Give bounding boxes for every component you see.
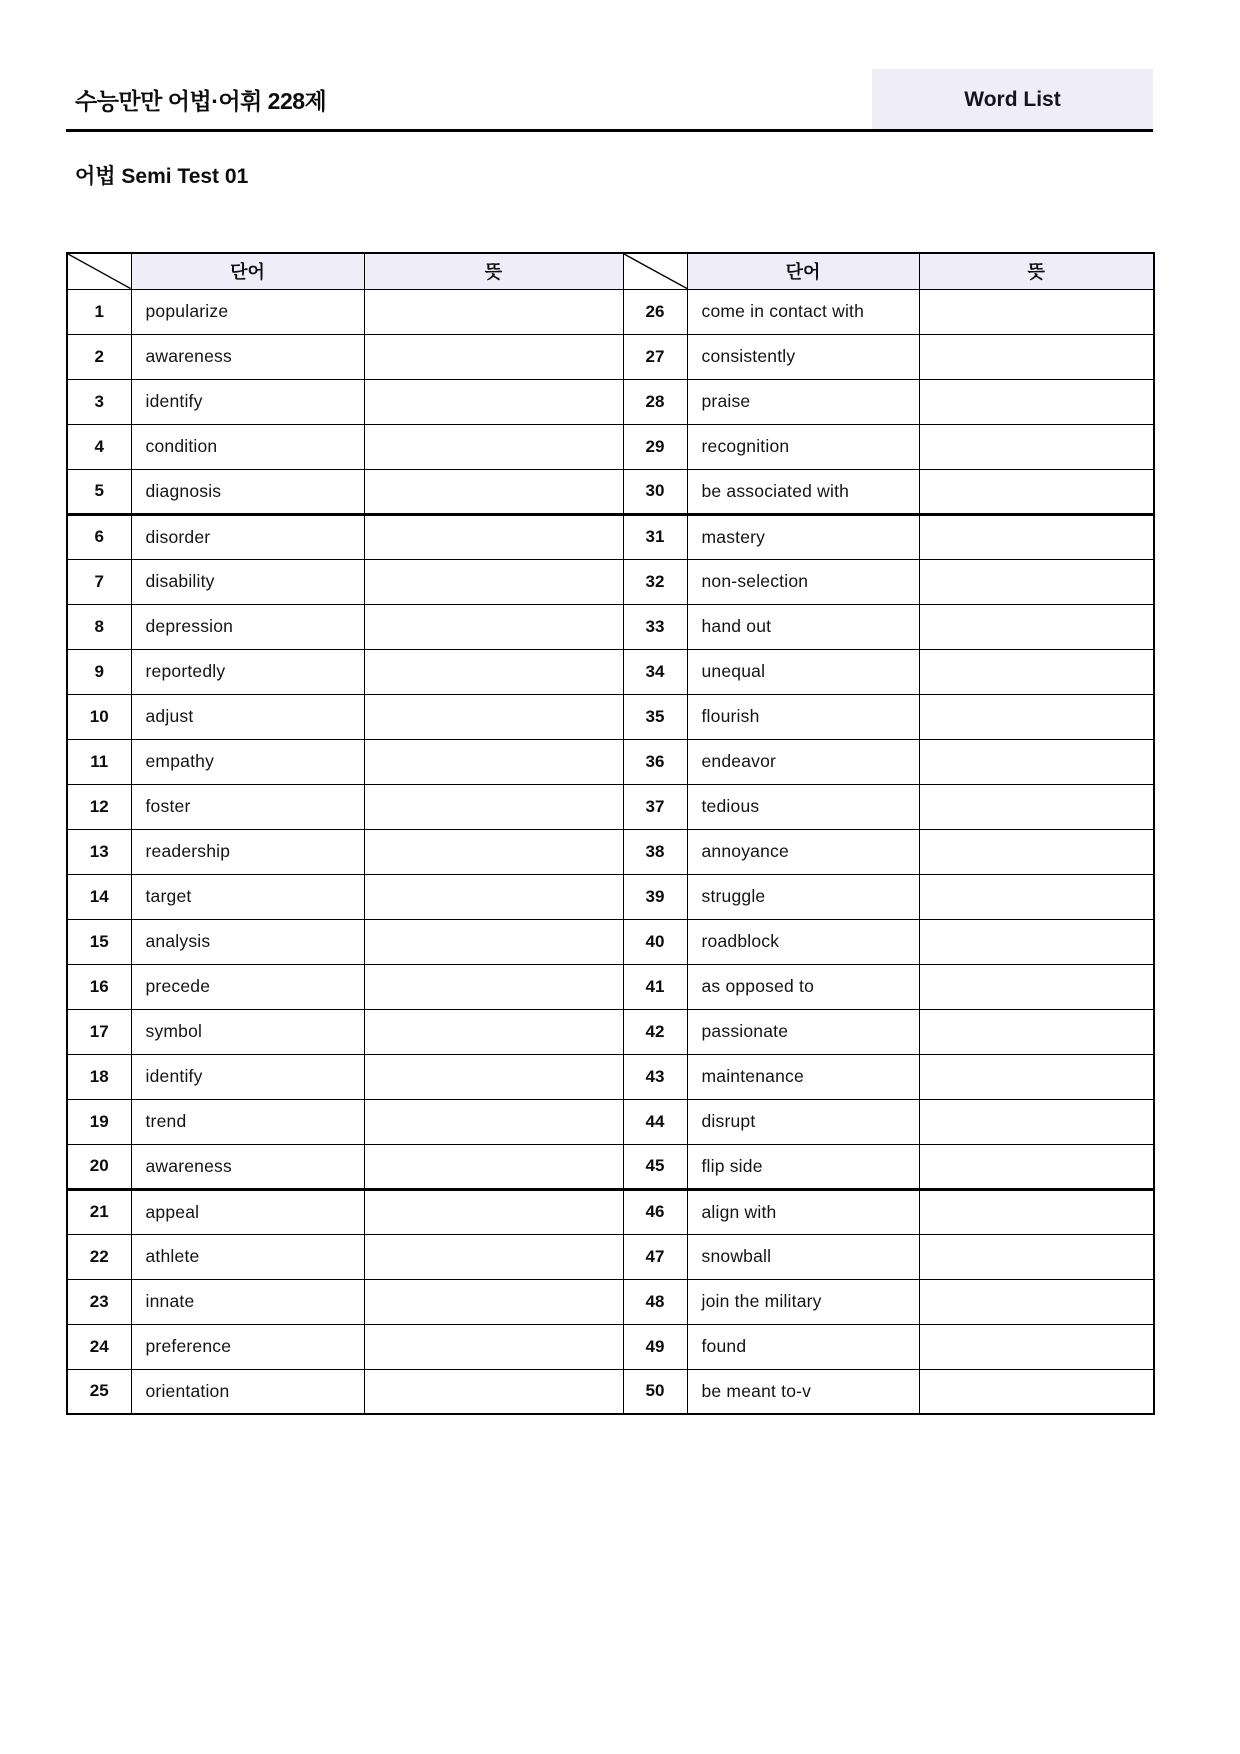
left-no-cell: 14 bbox=[67, 874, 131, 919]
right-meaning-cell bbox=[919, 829, 1154, 874]
left-meaning-cell bbox=[364, 649, 623, 694]
right-no-cell: 32 bbox=[623, 559, 687, 604]
right-word-cell: join the military bbox=[687, 1279, 919, 1324]
left-meaning-cell bbox=[364, 289, 623, 334]
right-word-cell: snowball bbox=[687, 1234, 919, 1279]
left-meaning-cell bbox=[364, 1099, 623, 1144]
right-no-cell: 44 bbox=[623, 1099, 687, 1144]
table-row bbox=[67, 1054, 1154, 1099]
right-no-cell: 48 bbox=[623, 1279, 687, 1324]
table-row bbox=[67, 1324, 1154, 1369]
table-row bbox=[67, 1234, 1154, 1279]
right-word-cell: recognition bbox=[687, 424, 919, 469]
right-meaning-cell bbox=[919, 514, 1154, 559]
diagonal-line-icon bbox=[68, 254, 131, 289]
table-row bbox=[67, 604, 1154, 649]
left-no-cell: 24 bbox=[67, 1324, 131, 1369]
left-word-cell: empathy bbox=[131, 739, 364, 784]
word-table-body bbox=[67, 289, 1154, 1414]
right-meaning-cell bbox=[919, 1234, 1154, 1279]
table-row bbox=[67, 469, 1154, 514]
right-meaning-cell bbox=[919, 604, 1154, 649]
right-no-cell: 29 bbox=[623, 424, 687, 469]
right-meaning-cell bbox=[919, 1144, 1154, 1189]
right-word-cell: hand out bbox=[687, 604, 919, 649]
right-meaning-cell bbox=[919, 424, 1154, 469]
left-word-column-header: 단어 bbox=[131, 253, 364, 289]
left-meaning-cell bbox=[364, 694, 623, 739]
diagonal-header-cell bbox=[67, 253, 131, 289]
left-word-cell: foster bbox=[131, 784, 364, 829]
left-no-cell: 19 bbox=[67, 1099, 131, 1144]
right-no-cell: 45 bbox=[623, 1144, 687, 1189]
left-word-cell: identify bbox=[131, 1054, 364, 1099]
right-meaning-cell bbox=[919, 1324, 1154, 1369]
left-no-cell: 2 bbox=[67, 334, 131, 379]
table-row bbox=[67, 1009, 1154, 1054]
right-meaning-cell bbox=[919, 1099, 1154, 1144]
right-word-cell: praise bbox=[687, 379, 919, 424]
right-no-cell: 40 bbox=[623, 919, 687, 964]
table-row bbox=[67, 739, 1154, 784]
right-meaning-cell bbox=[919, 289, 1154, 334]
right-word-cell: tedious bbox=[687, 784, 919, 829]
table-row bbox=[67, 919, 1154, 964]
left-no-cell: 6 bbox=[67, 514, 131, 559]
left-word-cell: target bbox=[131, 874, 364, 919]
table-row bbox=[67, 289, 1154, 334]
left-word-cell: diagnosis bbox=[131, 469, 364, 514]
right-no-cell: 26 bbox=[623, 289, 687, 334]
right-no-cell: 39 bbox=[623, 874, 687, 919]
table-row bbox=[67, 1369, 1154, 1414]
left-word-cell: trend bbox=[131, 1099, 364, 1144]
right-meaning-cell bbox=[919, 334, 1154, 379]
right-word-cell: flourish bbox=[687, 694, 919, 739]
table-row bbox=[67, 964, 1154, 1009]
right-meaning-cell bbox=[919, 559, 1154, 604]
table-row bbox=[67, 514, 1154, 559]
right-word-column-header: 단어 bbox=[687, 253, 919, 289]
left-word-cell: adjust bbox=[131, 694, 364, 739]
right-meaning-cell bbox=[919, 964, 1154, 1009]
left-no-cell: 9 bbox=[67, 649, 131, 694]
right-word-cell: passionate bbox=[687, 1009, 919, 1054]
right-meaning-cell bbox=[919, 1009, 1154, 1054]
right-word-cell: roadblock bbox=[687, 919, 919, 964]
right-meaning-cell bbox=[919, 379, 1154, 424]
left-word-cell: athlete bbox=[131, 1234, 364, 1279]
right-meaning-cell bbox=[919, 1054, 1154, 1099]
left-no-cell: 7 bbox=[67, 559, 131, 604]
left-meaning-cell bbox=[364, 1324, 623, 1369]
table-row bbox=[67, 874, 1154, 919]
left-meaning-cell bbox=[364, 1279, 623, 1324]
left-no-cell: 10 bbox=[67, 694, 131, 739]
left-meaning-cell bbox=[364, 559, 623, 604]
right-no-cell: 37 bbox=[623, 784, 687, 829]
left-no-cell: 12 bbox=[67, 784, 131, 829]
right-word-cell: disrupt bbox=[687, 1099, 919, 1144]
wordlist-badge bbox=[872, 69, 1153, 130]
table-row bbox=[67, 829, 1154, 874]
word-table bbox=[66, 252, 1155, 1415]
table-row bbox=[67, 1144, 1154, 1189]
left-no-cell: 25 bbox=[67, 1369, 131, 1414]
left-word-cell: popularize bbox=[131, 289, 364, 334]
left-word-cell: reportedly bbox=[131, 649, 364, 694]
left-meaning-cell bbox=[364, 784, 623, 829]
right-word-cell: struggle bbox=[687, 874, 919, 919]
left-word-cell: condition bbox=[131, 424, 364, 469]
left-word-cell: analysis bbox=[131, 919, 364, 964]
left-word-cell: innate bbox=[131, 1279, 364, 1324]
left-no-cell: 4 bbox=[67, 424, 131, 469]
left-no-cell: 18 bbox=[67, 1054, 131, 1099]
table-row bbox=[67, 559, 1154, 604]
right-meaning-column-header: 뜻 bbox=[919, 253, 1154, 289]
left-meaning-cell bbox=[364, 379, 623, 424]
left-meaning-cell bbox=[364, 1189, 623, 1234]
left-word-cell: awareness bbox=[131, 334, 364, 379]
right-word-cell: endeavor bbox=[687, 739, 919, 784]
right-no-cell: 47 bbox=[623, 1234, 687, 1279]
test-subtitle: 어법 Semi Test 01 bbox=[75, 165, 249, 188]
table-row bbox=[67, 649, 1154, 694]
left-word-cell: symbol bbox=[131, 1009, 364, 1054]
left-word-cell: awareness bbox=[131, 1144, 364, 1189]
table-row bbox=[67, 694, 1154, 739]
right-no-cell: 36 bbox=[623, 739, 687, 784]
right-meaning-cell bbox=[919, 1279, 1154, 1324]
right-word-cell: as opposed to bbox=[687, 964, 919, 1009]
right-no-cell: 27 bbox=[623, 334, 687, 379]
right-word-cell: align with bbox=[687, 1189, 919, 1234]
right-meaning-cell bbox=[919, 739, 1154, 784]
left-word-cell: preference bbox=[131, 1324, 364, 1369]
left-meaning-cell bbox=[364, 1009, 623, 1054]
left-word-cell: identify bbox=[131, 379, 364, 424]
left-meaning-cell bbox=[364, 604, 623, 649]
left-meaning-cell bbox=[364, 739, 623, 784]
left-no-cell: 13 bbox=[67, 829, 131, 874]
word-table-header bbox=[67, 253, 1154, 289]
right-meaning-cell bbox=[919, 784, 1154, 829]
right-no-cell: 43 bbox=[623, 1054, 687, 1099]
right-no-cell: 31 bbox=[623, 514, 687, 559]
left-meaning-cell bbox=[364, 964, 623, 1009]
left-no-cell: 22 bbox=[67, 1234, 131, 1279]
right-word-cell: be meant to-v bbox=[687, 1369, 919, 1414]
left-meaning-cell bbox=[364, 919, 623, 964]
left-word-cell: disorder bbox=[131, 514, 364, 559]
right-meaning-cell bbox=[919, 649, 1154, 694]
right-word-cell: be associated with bbox=[687, 469, 919, 514]
left-word-cell: orientation bbox=[131, 1369, 364, 1414]
right-word-cell: maintenance bbox=[687, 1054, 919, 1099]
left-word-cell: appeal bbox=[131, 1189, 364, 1234]
left-no-cell: 11 bbox=[67, 739, 131, 784]
diagonal-header-cell bbox=[623, 253, 687, 289]
right-no-cell: 38 bbox=[623, 829, 687, 874]
left-no-cell: 5 bbox=[67, 469, 131, 514]
right-word-cell: unequal bbox=[687, 649, 919, 694]
right-meaning-cell bbox=[919, 1369, 1154, 1414]
wordlist-badge-label: Word List bbox=[964, 87, 1061, 111]
table-row bbox=[67, 1279, 1154, 1324]
left-meaning-cell bbox=[364, 1144, 623, 1189]
left-meaning-cell bbox=[364, 874, 623, 919]
left-no-cell: 1 bbox=[67, 289, 131, 334]
right-no-cell: 46 bbox=[623, 1189, 687, 1234]
left-no-cell: 17 bbox=[67, 1009, 131, 1054]
left-no-cell: 23 bbox=[67, 1279, 131, 1324]
right-word-cell: consistently bbox=[687, 334, 919, 379]
left-meaning-cell bbox=[364, 1054, 623, 1099]
left-meaning-cell bbox=[364, 1234, 623, 1279]
right-no-cell: 50 bbox=[623, 1369, 687, 1414]
left-word-cell: readership bbox=[131, 829, 364, 874]
left-meaning-cell bbox=[364, 424, 623, 469]
table-row bbox=[67, 1189, 1154, 1234]
right-no-cell: 34 bbox=[623, 649, 687, 694]
right-word-cell: annoyance bbox=[687, 829, 919, 874]
left-no-cell: 3 bbox=[67, 379, 131, 424]
page-title: 수능만만 어법·어휘 228제 bbox=[75, 88, 327, 114]
right-no-cell: 28 bbox=[623, 379, 687, 424]
right-no-cell: 42 bbox=[623, 1009, 687, 1054]
right-meaning-cell bbox=[919, 1189, 1154, 1234]
header-row bbox=[67, 253, 1154, 289]
diagonal-line-icon bbox=[624, 254, 687, 289]
left-meaning-cell bbox=[364, 1369, 623, 1414]
left-no-cell: 8 bbox=[67, 604, 131, 649]
left-word-cell: disability bbox=[131, 559, 364, 604]
left-meaning-cell bbox=[364, 514, 623, 559]
right-no-cell: 49 bbox=[623, 1324, 687, 1369]
left-meaning-column-header: 뜻 bbox=[364, 253, 623, 289]
right-no-cell: 30 bbox=[623, 469, 687, 514]
left-no-cell: 16 bbox=[67, 964, 131, 1009]
right-word-cell: mastery bbox=[687, 514, 919, 559]
right-no-cell: 41 bbox=[623, 964, 687, 1009]
right-no-cell: 35 bbox=[623, 694, 687, 739]
left-no-cell: 21 bbox=[67, 1189, 131, 1234]
left-no-cell: 20 bbox=[67, 1144, 131, 1189]
right-word-cell: non-selection bbox=[687, 559, 919, 604]
right-meaning-cell bbox=[919, 919, 1154, 964]
right-word-cell: flip side bbox=[687, 1144, 919, 1189]
left-meaning-cell bbox=[364, 469, 623, 514]
right-word-cell: come in contact with bbox=[687, 289, 919, 334]
table-row bbox=[67, 784, 1154, 829]
right-meaning-cell bbox=[919, 874, 1154, 919]
left-no-cell: 15 bbox=[67, 919, 131, 964]
right-meaning-cell bbox=[919, 694, 1154, 739]
table-row bbox=[67, 424, 1154, 469]
table-row bbox=[67, 1099, 1154, 1144]
table-row bbox=[67, 379, 1154, 424]
left-meaning-cell bbox=[364, 829, 623, 874]
header-rule bbox=[66, 129, 1153, 132]
left-meaning-cell bbox=[364, 334, 623, 379]
right-word-cell: found bbox=[687, 1324, 919, 1369]
right-meaning-cell bbox=[919, 469, 1154, 514]
right-no-cell: 33 bbox=[623, 604, 687, 649]
left-word-cell: depression bbox=[131, 604, 364, 649]
left-word-cell: precede bbox=[131, 964, 364, 1009]
table-row bbox=[67, 334, 1154, 379]
